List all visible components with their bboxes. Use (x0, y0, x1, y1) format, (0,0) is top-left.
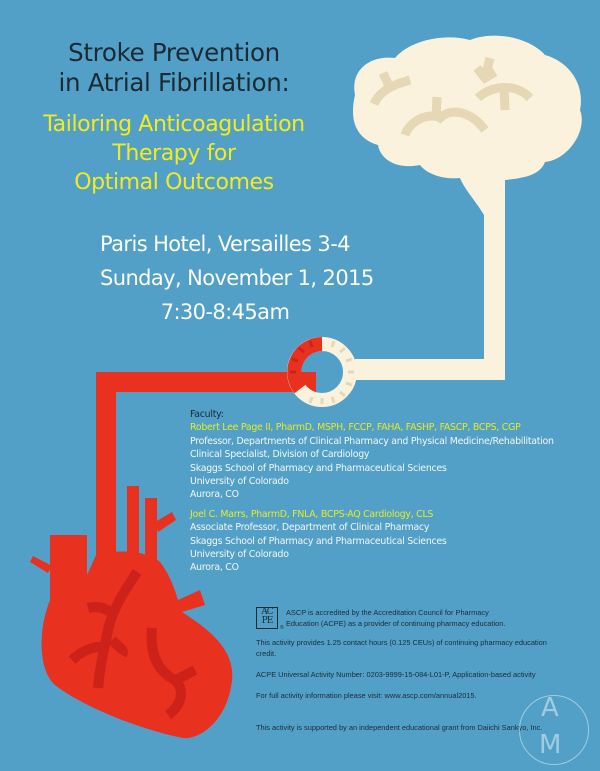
title-subtitle (0, 110, 348, 197)
brain-icon (353, 36, 582, 215)
accreditation-statement (286, 608, 505, 629)
activity-info: For full activity information please visit: www.ascp.com/annual2015. (256, 691, 477, 700)
grant-support: This activity is supported by an independent educational grant from Daiichi Sankyo, Inc. (256, 723, 543, 732)
faculty-detail: Professor, Departments of Clinical Pharmacy and Physical Medicine/Rehabilitation (190, 435, 554, 447)
accreditation-line: ASCP is accredited by the Accreditation Council for Pharmacy (286, 608, 489, 617)
acpe-logo-icon (256, 607, 278, 629)
watermark-letter-top: A (541, 693, 559, 723)
universal-activity-number: ACPE Universal Activity Number: 0203-9999-15-084-L01-P, Application-based activity (256, 670, 536, 679)
faculty-detail: Skaggs School of Pharmacy and Pharmaceutical Sciences (190, 535, 447, 547)
subtitle-line-2: Therapy for (112, 141, 236, 166)
acpe-logo-bottom: PE (261, 616, 273, 626)
ring-gauge-icon (290, 341, 354, 404)
title-main (0, 38, 348, 98)
contact-hours-line: credit. (256, 648, 277, 658)
watermark-letter-bottom: M (539, 730, 562, 760)
brain-pipe (355, 215, 505, 380)
faculty-detail: Associate Professor, Department of Clinical Pharmacy (190, 522, 430, 534)
faculty-detail: University of Colorado (190, 549, 289, 561)
faculty-detail: Aurora, CO (190, 562, 239, 574)
subtitle-line-1: Tailoring Anticoagulation (43, 112, 305, 137)
faculty-detail: University of Colorado (190, 476, 289, 488)
event-date: Sunday, November 1, 2015 (100, 266, 374, 290)
faculty-heading: Faculty: (190, 409, 224, 420)
event-location: Paris Hotel, Versailles 3-4 (100, 232, 350, 256)
faculty-name: Robert Lee Page II, PharmD, MSPH, FCCP, FAHA, FASHP, FASCP, BCPS, CGP (190, 422, 521, 434)
contact-hours (256, 638, 547, 659)
title-main-line-2: in Atrial Fibrillation: (58, 68, 290, 97)
faculty-detail: Skaggs School of Pharmacy and Pharmaceutical Sciences (190, 462, 447, 474)
registered-mark-icon: ® (280, 625, 284, 631)
accreditation-line: Education (ACPE) as a provider of continuing pharmacy education. (286, 618, 506, 628)
event-details (100, 227, 374, 329)
event-time: 7:30-8:45am (160, 300, 290, 324)
faculty-name: Joel C. Marrs, PharmD, FNLA, BCPS-AQ Cardiology, CLS (190, 508, 434, 520)
title-main-line-1: Stroke Prevention (68, 38, 280, 67)
contact-hours-line: This activity provides 1.25 contact hours (0.125 CEUs) of continuing pharmacy education (256, 638, 547, 647)
acpe-logo-top: AC (261, 607, 273, 617)
subtitle-line-3: Optimal Outcomes (74, 170, 274, 195)
faculty-detail: Aurora, CO (190, 489, 239, 501)
faculty-section (190, 408, 590, 575)
faculty-detail: Clinical Specialist, Division of Cardiology (190, 449, 370, 461)
